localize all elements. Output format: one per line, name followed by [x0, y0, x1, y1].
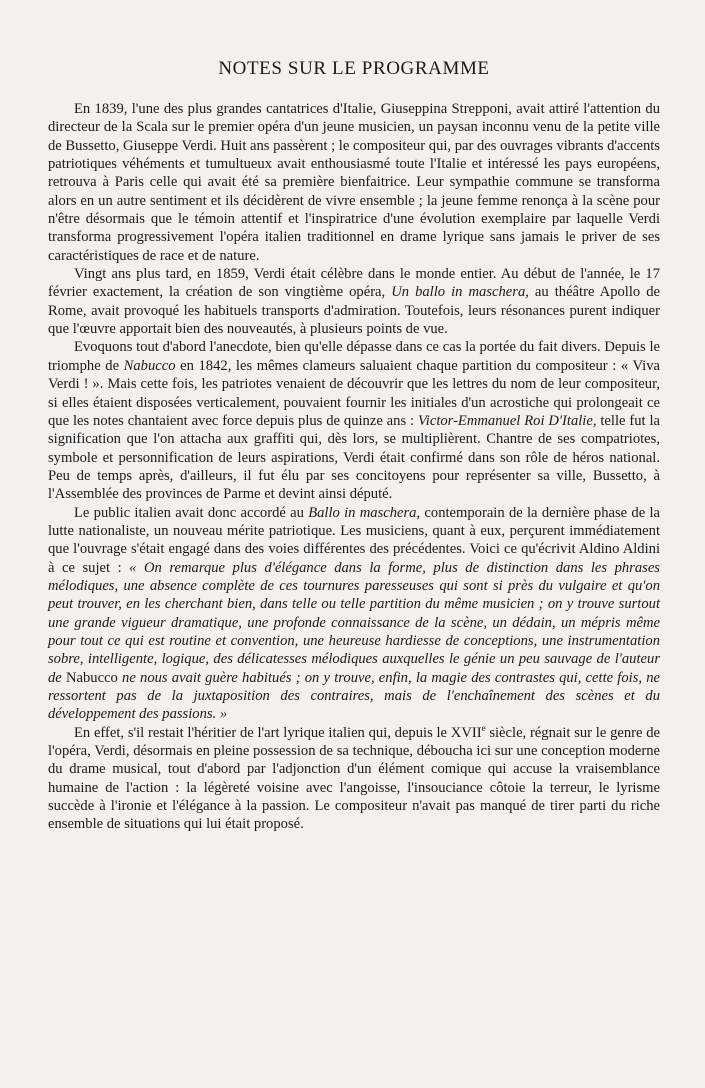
paragraph-5-text-b: siècle, régnait sur le genre de l'opéra, Verdi, désormais en pleine possession de sa technique, déboucha ici sur une conception moderne du drame musical, tout d'abord par l'adjonction d'un élément comique qui accuse la vraisemblance humaine de l'action : la légèreté voisine avec l'angoisse, l'insouciance côtoie la terreur, le lyrisme succède à l'ironie et l'élégance à la passion. Le compositeur n'avait pas manqué de tirer parti du riche ensemble de situations qui lui était proposé.: [48, 724, 661, 833]
opera-title: Un ballo in maschera,: [391, 284, 529, 301]
paragraph-3-text-c: telle fut la signification que l'on attacha aux graffiti qui, dès lors, se multiplièrent. Chantre de ses compatriotes, symbole et personnification de leurs aspirations, Verdi était confirmé dans son rôle de héros national. Peu de temps après, d'ailleurs, il fut élu par ses concitoyens pour représenter sa ville, Bussetto, à l'Assemblée des provinces de Parme et devint ainsi député.: [48, 412, 660, 503]
paragraph-5: [48, 724, 660, 834]
aldini-quote: [48, 560, 660, 723]
paragraph-2-text-b: au théâtre Apollo de Rome, avait provoqué les habituels transports d'admiration. Toutefois, leurs résonances purent indiquer que l'œuvre apportait bien des nouveautés, à plusieurs points de vue.: [48, 284, 660, 338]
paragraph-4-text-b: contemporain de la dernière phase de la lutte nationaliste, un nouveau mérite patriotique. Les musiciens, quant à eux, perçurent immédiatement que l'ouvrage s'était engagé dans des voies différentes des précédentes. Voici ce qu'écrivit Aldino Aldini à ce sujet :: [48, 504, 661, 576]
century-superscript: e: [481, 722, 486, 733]
paragraph-3-text-a: Evoquons tout d'abord l'anecdote, bien qu'elle dépasse dans ce cas la portée du fait divers. Depuis le triomphe de: [48, 339, 660, 374]
document-page: [48, 58, 660, 834]
acrostic: Victor-Emmanuel Roi D'Italie,: [417, 412, 597, 429]
page-title: NOTES SUR LE PROGRAMME: [218, 58, 490, 79]
paragraph-2-text-a: Vingt ans plus tard, en 1859, Verdi était célèbre dans le monde entier. Au début de l'année, le 17 février exactement, la création de son vingtième opéra,: [48, 266, 660, 301]
paragraph-1: En 1839, l'une des plus grandes cantatrices d'Italie, Giuseppina Strepponi, avait attiré l'attention du directeur de la Scala sur le premier opéra d'un jeune musicien, un paysan inconnu venu de la petite ville de Bussetto, Giuseppe Verdi. Huit ans passèrent ; le compositeur qui, par des ouvrages vibrants d'accents patriotiques véhéments et tumultueux avait enthousiasmé toute l'Italie et intéressé les pays européens, retrouva à Paris celle qui avait été sa première bienfaitrice. Leur sympathie commune se transforma alors en un autre sentiment et ils décidèrent de vivre ensemble ; la jeune femme renonça à la scène pour n'être désormais que le témoin attentif et l'inspiratrice d'une évolution exemplaire par laquelle Verdi transforma progressivement l'opéra italien traditionnel en drame lyrique sans jamais le priver de ses caractéristiques de race et de nature.: [48, 101, 660, 264]
paragraph-4-text-a: Le public italien avait donc accordé au: [74, 504, 309, 521]
quote-nabucco-title: Nabucco: [65, 669, 118, 686]
paragraph-4: [48, 504, 660, 724]
paragraph-3-text-b: en 1842, les mêmes clameurs saluaient chaque partition du compositeur : « Viva Verdi ! ». Mais cette fois, les patriotes venaient de découvrir que les lettres du nom de leur compositeur, si elles étaient disposées verticalement, pouvaient fournir les initiales d'un acrostiche qui prolongeait ce que les notes chantaient avec force depuis plus de quinze ans :: [48, 357, 661, 429]
quote-text-b: ne nous avait guère habitués ; on y trouve, enfin, la magie des contrastes qui, cette fois, ne ressortent pas de la juxtaposition des contraires, mais de l'enchaînement des scènes et du développement des passions. »: [48, 669, 660, 723]
paragraph-2: [48, 265, 660, 338]
opera-title-2: Ballo in maschera,: [308, 504, 421, 521]
paragraph-5-text-a: En effet, s'il restait l'héritier de l'art lyrique italien qui, depuis le XVII: [74, 724, 482, 741]
nabucco-title: Nabucco: [123, 357, 176, 374]
paragraph-3: [48, 338, 660, 503]
quote-text-a: « On remarque plus d'élégance dans la forme, plus de distinction dans les phrases mélodiques, une absence complète de ces tournures paresseuses qui sont si près du vulgaire et qu'on peut trouver, en les cherchant bien, dans telle ou telle partition du même musicien ; on y trouve surtout une grande vigueur dramatique, une profonde connaissance de la scène, un dédain, un mépris même pour tout ce qui est routine et convention, une heureuse hardiesse de conceptions, une instrumentation sobre, intelligente, logique, des délicatesses mélodiques auxquelles le génie un peu sauvage de l'auteur de: [48, 559, 660, 686]
